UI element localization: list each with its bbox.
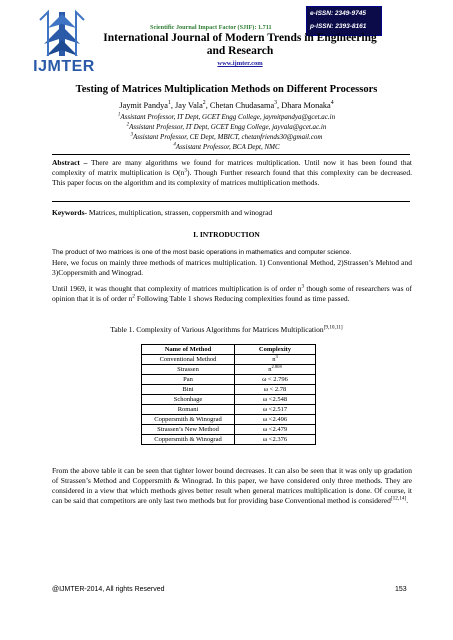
table-cell: Strassen’s New Method [142, 425, 235, 435]
intro-paragraph-1: Here, we focus on mainly three methods of matrices multiplication. 1) Conventional Method, 2)Strassen’s Mehtod and 3)Coppersmith and Winograd. [52, 258, 412, 277]
table-cell: Pan [142, 375, 235, 385]
abstract-label: Abstract – [52, 158, 88, 167]
section-heading: I. INTRODUCTION [193, 230, 260, 239]
table-cell: Romani [142, 405, 235, 415]
intro-paragraph-2: Until 1969, it was thought that complexity of matrices multiplication is of order $n^3$ though some of researchers was of opinion that it is of order $n^2$ Following Table 1 shows Reducing complexities found as time passed. [52, 283, 412, 303]
journal-line-1: International Journal of Modern Trends in Engineering [103, 32, 377, 44]
divider-bottom [52, 201, 410, 202]
table-row [142, 365, 316, 375]
table-row [142, 375, 316, 385]
affiliation-3: $^3$Assistant Professor, CE Dept, MBICT, chetanfriends30@gmail.com [130, 132, 323, 141]
table-cell: $n^{2.808}$ [235, 365, 316, 375]
table-row [142, 415, 316, 425]
author-3: Chetan Chudasama [209, 101, 275, 110]
journal-name [90, 32, 390, 58]
closing-paragraph: From the above table it can be seen that tighter lower bound decreases. It can also be seen that it was only up gradation of Strassen’s Method and Coppersmith & Winograd. In this paper, we have considered only three methods. They are considered in a view that which methods gives better result when general matrices multiplication is done. Of course, it can be said that competitors are only last two methods but for providing base Conventional method is considered[12,14]. [52, 466, 412, 505]
table-cell: ω < 2.796 [235, 375, 316, 385]
table-row [142, 355, 316, 365]
table-row [142, 405, 316, 415]
table-cell: ω < 2.78 [235, 385, 316, 395]
intro-sentence: The product of two matrices is one of the most basic operations in mathematics and computer science. [52, 249, 352, 256]
table-row [142, 435, 316, 445]
keywords-label: Keywords- [52, 208, 87, 217]
table-header-cell: Name of Method [142, 345, 235, 355]
eissn: e-ISSN: 2349-9745 [310, 10, 367, 17]
author-1: Jaymit Pandya [119, 101, 168, 110]
table-cell: $n^3$ [235, 355, 316, 365]
table-cell: ω <2.517 [235, 405, 316, 415]
affiliation-4: $^4$Assistant Professor, BCA Dept, NMC [173, 142, 280, 151]
footer-copyright: @IJMTER-2014, All rights Reserved [52, 586, 165, 593]
keywords: Keywords- Matrices, multiplication, strassen, coppersmith and winograd [52, 208, 273, 217]
table-cell: Conventional Method [142, 355, 235, 365]
author-2: Jay Vala [175, 101, 203, 110]
journal-line-2: and Research [206, 45, 274, 57]
divider-top [52, 154, 410, 155]
paper-title: Testing of Matrices Multiplication Methods on Different Processors [75, 84, 378, 95]
abstract: Abstract – There are many algorithms we found for matrices multiplication. Until now it has been found that complexity of matrix multiplication is $O(n^3)$. Though Further research found that this complexity can be decreased. This paper focus on the algorithm and its complexity of matrices multiplication methods. [52, 158, 412, 187]
table-caption: Table 1. Complexity of Various Algorithms for Matrices Multiplication[9,10,11] [110, 324, 343, 334]
affiliation-1: $^1$Assistant Professor, IT Dept, GCET Engg College, jaymitpandya@gcet.ac.in [117, 112, 336, 121]
table-cell: ω <2.496 [235, 415, 316, 425]
logo-text: IJMTER [33, 58, 95, 75]
table-row [142, 385, 316, 395]
table-cell: Schonhage [142, 395, 235, 405]
table-header-row [142, 345, 316, 355]
author-list: Jaymit Pandya$^1$, Jay Vala$^2$, Chetan Chudasama$^3$, Dhara Monaka$^4$ [119, 100, 334, 110]
table-row [142, 395, 316, 405]
complexity-table [141, 344, 316, 445]
table-cell: ω <2.479 [235, 425, 316, 435]
table-row [142, 425, 316, 435]
table-header-cell: Complexity [235, 345, 316, 355]
table-cell: ω <2.548 [235, 395, 316, 405]
table-cell: Coppersmith & Winograd [142, 415, 235, 425]
table-cell: ω <2.376 [235, 435, 316, 445]
table-cell: Coppersmith & Winograd [142, 435, 235, 445]
journal-url[interactable]: www.ijmter.com [217, 60, 263, 67]
page-number: 153 [395, 586, 407, 593]
impact-factor: Scientific Journal Impact Factor (SJIF): 1.711 [150, 24, 272, 31]
affiliation-2: $^2$Assistant Professor, IT Dept, GCET Engg College, jayvala@gcet.ac.in [126, 122, 327, 131]
table-cell: Strassen [142, 365, 235, 375]
table-cell: Bini [142, 385, 235, 395]
pissn: p-ISSN: 2393-8161 [310, 23, 367, 30]
author-4: Dhara Monaka [281, 101, 331, 110]
